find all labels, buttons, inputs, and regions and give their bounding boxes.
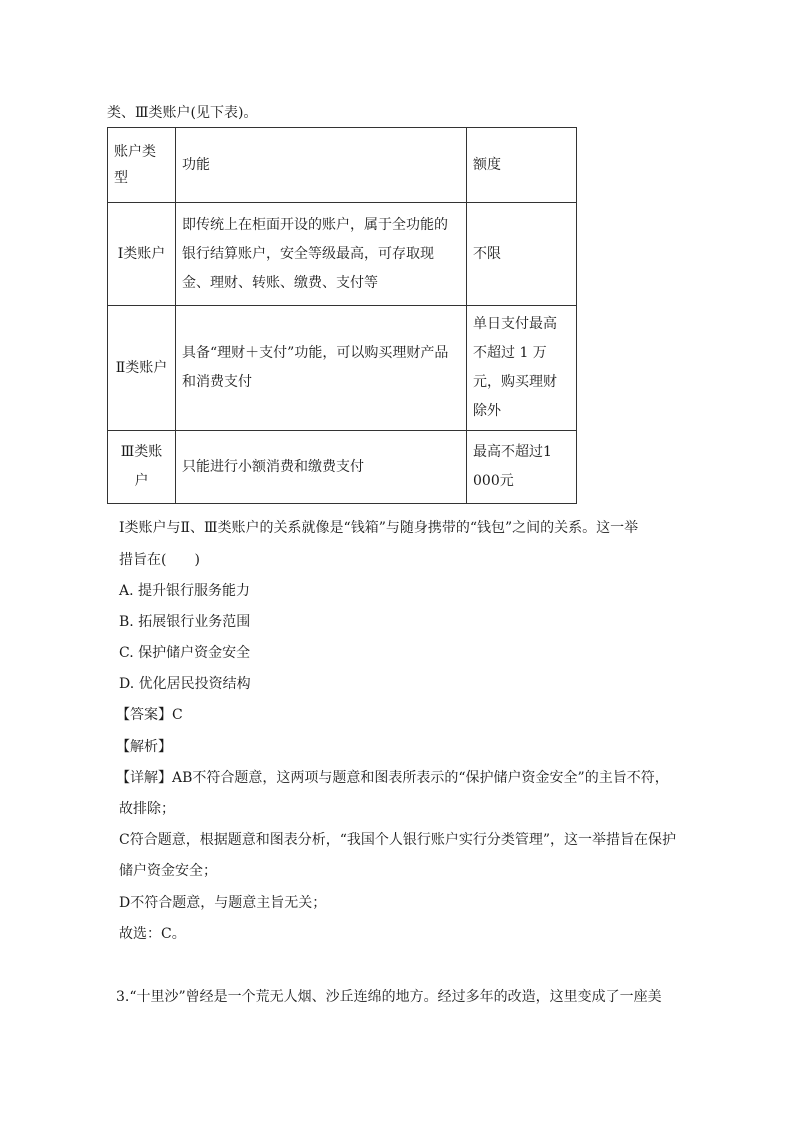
table-row (108, 306, 577, 431)
option-d: D. 优化居民投资结构 (119, 676, 251, 692)
detail-line: 故选：C。 (119, 926, 186, 942)
detail-line: C符合题意，根据题意和图表分析，“我国个人银行账户实行分类管理”，这一举措旨在保护 (119, 832, 677, 848)
detail-line: 【详解】AB不符合题意，这两项与题意和图表所表示的“保护储户资金安全”的主旨不符， (116, 770, 669, 786)
header-limit: 额度 (467, 128, 577, 203)
header-function: 功能 (176, 128, 467, 203)
option-c: C. 保护储户资金安全 (119, 645, 251, 661)
header-account-type: 账户类型 (108, 128, 176, 203)
detail-line: D不符合题意，与题意主旨无关； (119, 895, 327, 911)
answer-line: 【答案】C (116, 707, 183, 723)
table-header-row (108, 128, 577, 203)
option-a: A. 提升银行服务能力 (119, 583, 251, 599)
question-stem-line-2: 措旨在( ) (119, 552, 200, 568)
row-limit: 不限 (467, 203, 577, 306)
option-b: B. 拓展银行业务范围 (119, 614, 251, 630)
row-type: Ⅱ类账户 (108, 306, 176, 431)
detail-line: 储户资金安全； (119, 863, 217, 879)
row-function: 只能进行小额消费和缴费支付 (176, 431, 467, 504)
intro-line: 类、Ⅲ类账户(见下表)。 (107, 105, 258, 121)
detail-line: 故排除； (119, 801, 175, 817)
row-type: Ⅲ类账户 (108, 431, 176, 504)
question-stem-line-1: Ⅰ类账户与Ⅱ、Ⅲ类账户的关系就像是“钱箱”与随身携带的“钱包”之间的关系。这一举 (119, 520, 639, 536)
table-row (108, 431, 577, 504)
row-limit: 最高不超过1 000元 (467, 431, 577, 504)
row-function: 具备“理财＋支付”功能，可以购买理财产品和消费支付 (176, 306, 467, 431)
table-row (108, 203, 577, 306)
row-type: Ⅰ类账户 (108, 203, 176, 306)
analysis-label: 【解析】 (116, 739, 172, 755)
row-function: 即传统上在柜面开设的账户，属于全功能的银行结算账户，安全等级最高，可存取现金、理财、转账、缴费、支付等 (176, 203, 467, 306)
row-limit: 单日支付最高不超过 1 万元，购买理财除外 (467, 306, 577, 431)
account-types-table (107, 127, 577, 504)
next-question-line: 3.“十里沙”曾经是一个荒无人烟、沙丘连绵的地方。经过多年的改造，这里变成了一座美 (116, 989, 662, 1005)
